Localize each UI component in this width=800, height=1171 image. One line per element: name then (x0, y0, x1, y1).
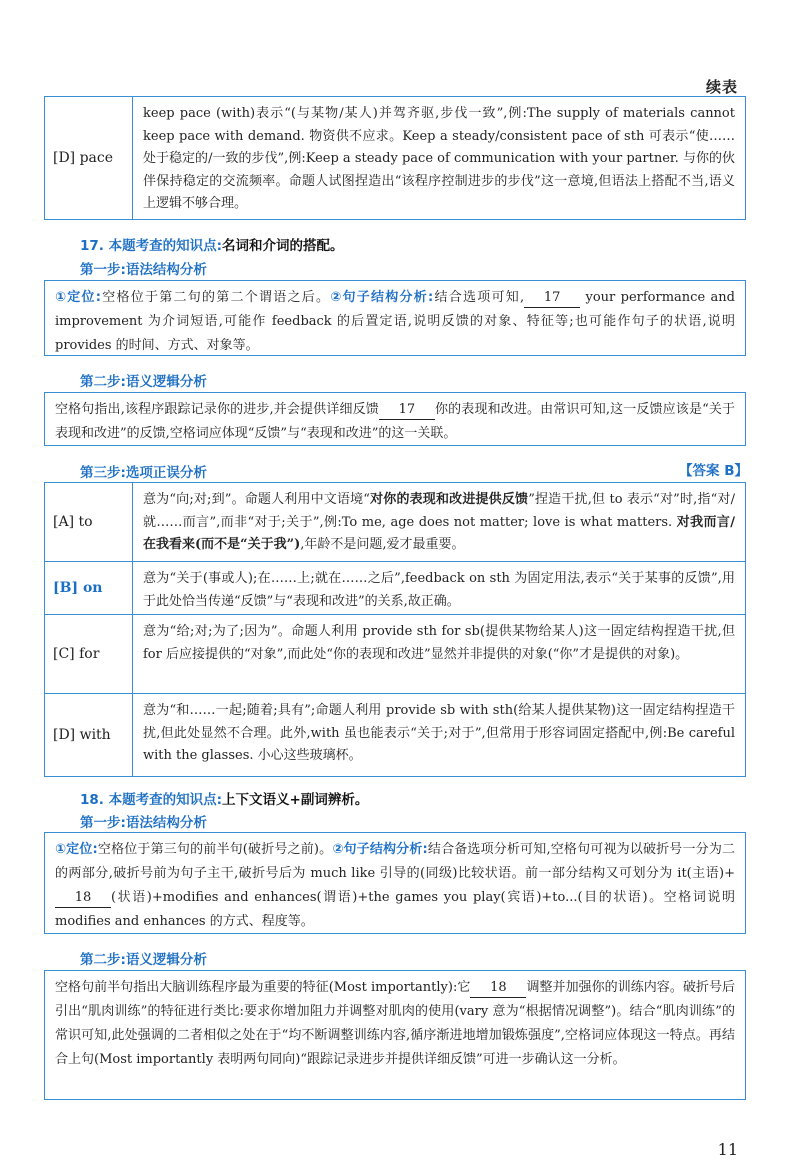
q18-step2-title: 第二步:语义逻辑分析 (80, 952, 207, 968)
q18-heading (80, 788, 368, 808)
q17-step1-text1: 空格位于第二句的第二个谓语之后。 (100, 290, 331, 305)
q17-step1-text3: your performance and improvement 为介词短语,可能作 feedback 的后置定语,说明反馈的对象、特征等;也可能作句子的状语,说明 provides 的时间、方式、对象等。 (55, 290, 735, 353)
q17-step2-title: 第二步:语义逻辑分析 (80, 374, 207, 390)
table-row (45, 97, 745, 219)
q17-step1-title: 第一步:语法结构分析 (80, 262, 207, 278)
q18-step1-text3: (状语)+modifies and enhances(谓语)+the games you play(宾语)+to...(目的状语)。空格词说明 modifies and enhances 的方式、程度等。 (55, 890, 735, 929)
structure-tag: ②句子结构分析: (330, 290, 434, 305)
q18-step1-box (44, 832, 746, 934)
continued-options-table (44, 96, 746, 220)
q18-heading-label: 18. 本题考查的知识点: (80, 792, 223, 808)
option-label: [C] for (45, 615, 133, 693)
option-explanation: 意为“给;对;为了;因为”。命题人利用 provide sth for sb(提供某物给某人)这一固定结构捏造干扰,但 for 后应接提供的“对象”,而此处“你的表现和改进”显然并非提供的对象(“你”才是提供的对象)。 (143, 624, 735, 662)
table-row (45, 693, 745, 776)
q18-step2-text2: 调整并加强你的训练内容。破折号后引出“肌肉训练”的特征进行类比:要求你增加阻力并调整对肌肉的使用(vary 意为“根据情况调整”)。结合“肌肉训练”的常识可知,此处强调的二者相似之处在于“均不断调整训练内容,循序渐进地增加锻炼强度”,空格词应体现这一特点。再结合上句(Most importantly 表明两句同向)“跟踪记录进步并提供详细反馈”可进一步确认这一分析。 (55, 980, 735, 1067)
structure-tag: ②句子结构分析: (332, 842, 428, 857)
q17-heading (80, 234, 344, 254)
blank-18: 18 (470, 979, 526, 998)
q17-options-table (44, 482, 746, 777)
option-label-correct: [B] on (45, 562, 133, 614)
q18-step1-text1: 空格位于第三句的前半句(破折号之前)。 (97, 842, 333, 857)
q18-step2-box (44, 970, 746, 1100)
blank-18: 18 (55, 889, 111, 908)
q17-heading-topic: 名词和介词的搭配。 (222, 238, 344, 254)
option-explanation: 意为“和……一起;随着;具有”;命题人利用 provide sb with sth(给某人提供某物)这一固定结构捏造干扰,但此处显然不合理。此外,with 虽也能表示“关于;对于”,但常用于形容词固定搭配中,例:Be careful with the glasses. 小心这些玻璃杯。 (143, 703, 735, 763)
option-explanation (133, 483, 745, 561)
locate-tag: ①定位: (55, 842, 98, 857)
blank-17: 17 (379, 401, 435, 420)
q17-heading-label: 17. 本题考查的知识点: (80, 238, 223, 254)
text-part: ”捏造干扰,但 to 表示“对”时,指“对/就……而言”,而非“对于;关于”,例:To me, age does not matter; love is what matters. (143, 492, 735, 530)
page-number: 11 (717, 1140, 738, 1159)
q17-step2-text1: 空格句指出,该程序跟踪记录你的进步,并会提供详细反馈 (55, 402, 379, 417)
locate-tag: ①定位: (55, 290, 101, 305)
blank-17: 17 (524, 289, 580, 308)
option-explanation: 意为“关于(事或人);在……上;就在……之后”,feedback on sth 为固定用法,表示“关于某事的反馈”,用于此处恰当传递“反馈”与“表现和改进”的关系,故正确。 (143, 571, 735, 609)
option-label: [D] with (45, 694, 133, 776)
option-label: [D] pace (45, 97, 133, 219)
table-row (45, 483, 745, 561)
continued-table-label: 续表 (705, 78, 738, 96)
option-explanation: keep pace (with)表示“(与某物/某人)并驾齐驱,步伐一致”,例:The supply of materials cannot keep pace with demand. 物资供不应求。Keep a steady/consistent pace of sth 可表示“使……处于稳定的/一致的步伐”,例:Keep a steady pace of communication with your partner. 与你的伙伴保持稳定的交流频率。命题人试图捏造出“该程序控制进步的步伐”这一意境,但语法上搭配不当,语义上逻辑不够合理。 (143, 106, 735, 211)
bold-text: 对你的表现和改进提供反馈 (369, 492, 529, 507)
bold-text: 对我而言/在我看来(而不是“关于我”) (143, 514, 736, 552)
q18-step1-text2: 结合备选项分析可知,空格句可视为以破折号一分为二的两部分,破折号前为句子主干,破折号后为 much like 引导的(同级)比较状语。前一部分结构又可划分为 it(主语)+ (55, 842, 735, 881)
q17-step3-title: 第三步:选项正误分析 (80, 465, 207, 481)
q18-step2-text1: 空格句前半句指出大脑训练程序最为重要的特征(Most importantly):它 (55, 980, 471, 995)
table-row (45, 561, 745, 614)
answer-badge: 【答案 B】 (679, 463, 748, 479)
q18-heading-topic: 上下文语义+副词辨析。 (222, 792, 369, 808)
q17-step2-text2: 你的表现和改进。由常识可知,这一反馈应该是“关于表现和改进”的反馈,空格词应体现“反馈”与“表现和改进”的这一关联。 (55, 402, 736, 441)
q18-step1-title: 第一步:语法结构分析 (80, 815, 207, 831)
option-label: [A] to (45, 483, 133, 561)
q17-step1-box (44, 280, 746, 356)
text-part: 意为“向;对;到”。命题人利用中文语境“ (143, 492, 370, 507)
table-row (45, 614, 745, 693)
text-part: ,年龄不是问题,爱才最重要。 (300, 537, 465, 552)
q17-step1-text2: 结合选项可知, (433, 290, 525, 305)
q17-step2-box (44, 392, 746, 446)
